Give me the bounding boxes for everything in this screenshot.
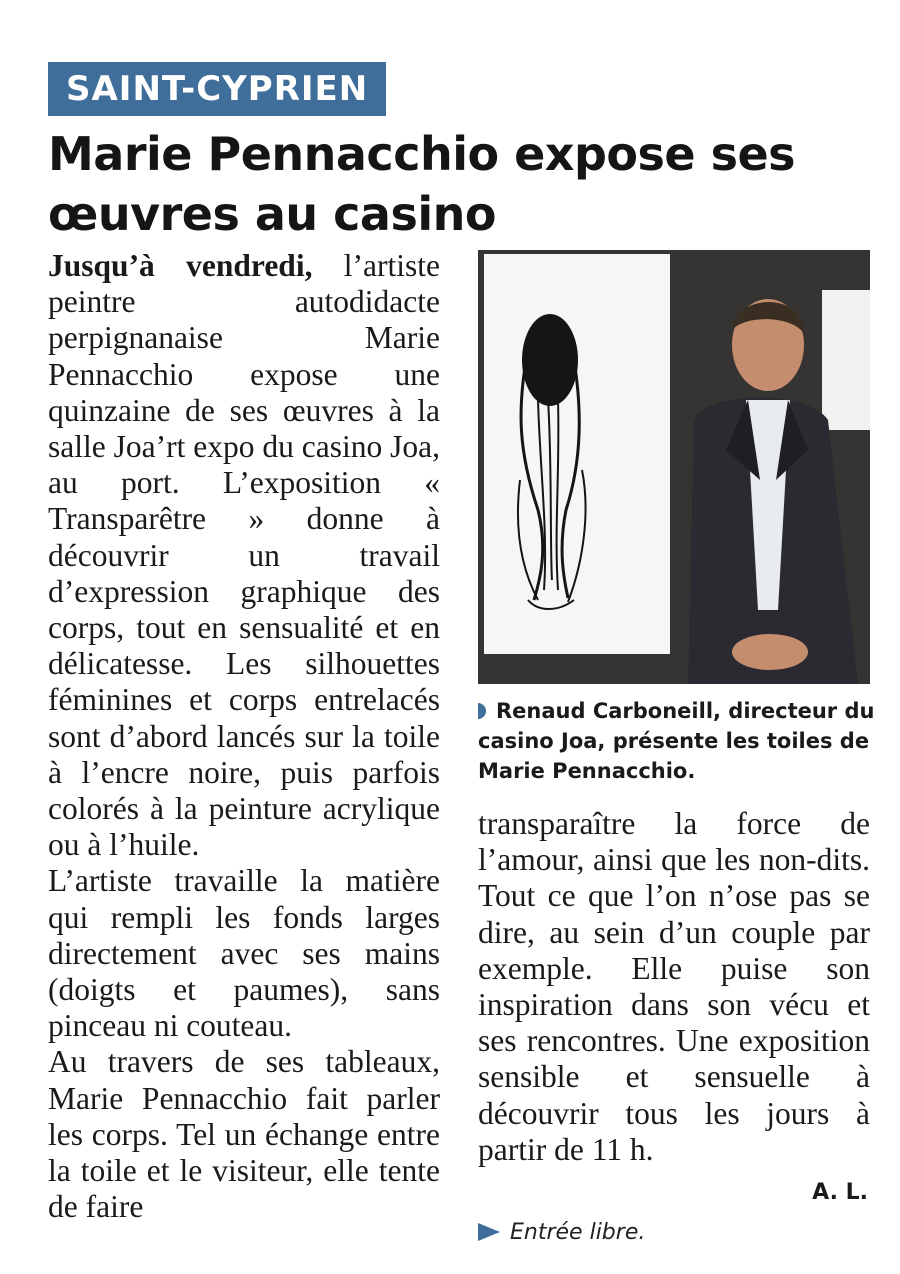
photo-illustration: [478, 250, 870, 684]
paragraph-bodies: Au travers de ses tableaux, Marie Pennacchio fait parler les corps. Tel un échange entre la toile et le visiteur, elle tente de faire: [48, 1044, 440, 1225]
article-photo: [478, 250, 870, 684]
paragraph-intro: [48, 248, 440, 863]
practical-info-text: Entrée libre.: [510, 1220, 646, 1245]
article-column-left: [48, 248, 440, 1225]
lead-in: Jusqu’à vendredi,: [48, 248, 313, 283]
paragraph-intro-text: l’artiste peintre autodidacte perpignanaise Marie Pennacchio expose une quinzaine de ses œuvres à la salle Joa’rt expo du casino Joa, au port. L’exposition « Transparêtre » donne à découvrir un travail d’expression graphique des corps, tout en sensualité et en délicatesse. Les silhouettes féminines et corps entrelacés sont d’abord lancés sur la toile à l’encre noire, puis parfois colorés à la peinture acrylique ou à l’huile.: [48, 248, 440, 863]
practical-info: [478, 1220, 645, 1245]
arrow-right-icon: [478, 1223, 500, 1241]
second-canvas: [822, 290, 870, 430]
section-kicker: SAINT-CYPRIEN: [48, 62, 386, 116]
paragraph-continuation: transparaître la force de l’amour, ainsi que les non-dits. Tout ce que l’on n’ose pas se dire, au sein d’un couple par exemple. Elle puise son inspiration dans son vécu et ses rencontres. Une exposition sensible et sensuelle à découvrir tous les jours à partir de 11 h.: [478, 806, 870, 1167]
paragraph-technique: L’artiste travaille la matière qui rempli les fonds larges directement avec ses mains (doigts et paumes), sans pinceau ni couteau.: [48, 863, 440, 1044]
photo-caption: [478, 696, 878, 786]
author-signature: A. L.: [812, 1180, 868, 1205]
article-headline: Marie Pennacchio expose ses œuvres au casino: [48, 127, 796, 241]
caption-marker-icon: [478, 703, 486, 719]
caption-text: Renaud Carboneill, directeur du casino Joa, présente les toiles de Marie Pennacchio.: [478, 699, 875, 783]
article-column-right: [478, 806, 870, 1168]
